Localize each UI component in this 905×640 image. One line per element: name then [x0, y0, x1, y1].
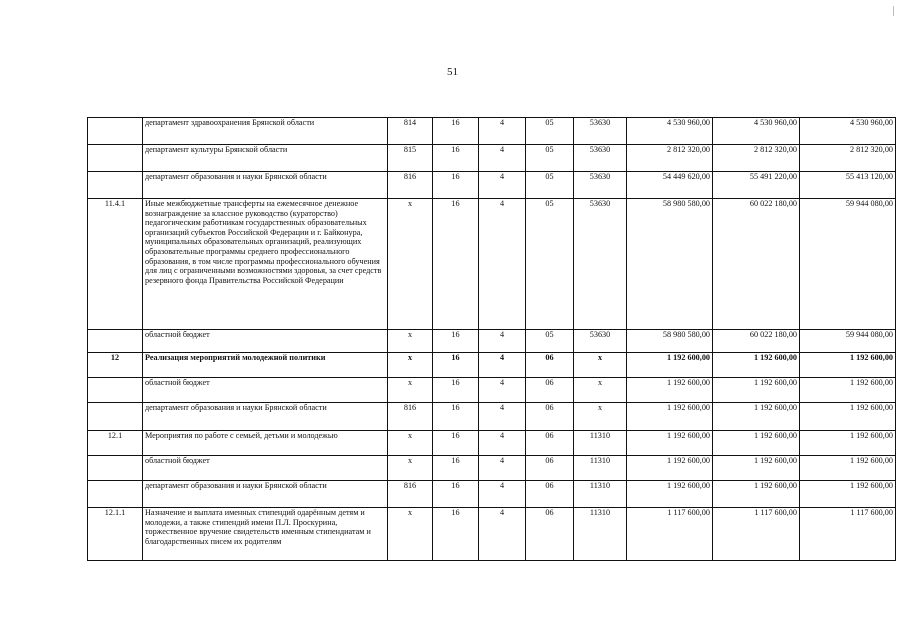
cell-razdel: 16	[433, 431, 479, 456]
cell-direction: 11310	[574, 456, 627, 481]
cell-sum-year-2: 1 117 600,00	[713, 508, 800, 561]
row-code: 12	[88, 353, 143, 378]
row-code: 12.1	[88, 431, 143, 456]
table-row	[88, 403, 896, 431]
cell-razdel: 16	[433, 330, 479, 353]
cell-cs: 06	[526, 431, 574, 456]
cell-cs: 05	[526, 330, 574, 353]
row-code	[88, 145, 143, 172]
cell-sum-year-3: 1 192 600,00	[800, 378, 896, 403]
cell-grbs: х	[388, 378, 433, 403]
cell-grbs: х	[388, 353, 433, 378]
cell-sum-year-3: 59 944 080,00	[800, 199, 896, 330]
cell-razdel: 16	[433, 508, 479, 561]
row-code	[88, 403, 143, 431]
cell-cs: 06	[526, 456, 574, 481]
table-row	[88, 199, 896, 330]
row-code	[88, 118, 143, 145]
row-code	[88, 481, 143, 508]
cell-sum-year-1: 1 192 600,00	[627, 378, 713, 403]
cell-podrazdel: 4	[479, 145, 526, 172]
cell-podrazdel: 4	[479, 481, 526, 508]
cell-razdel: 16	[433, 456, 479, 481]
table-row	[88, 508, 896, 561]
cell-sum-year-3: 1 117 600,00	[800, 508, 896, 561]
cell-direction: х	[574, 378, 627, 403]
cell-podrazdel: 4	[479, 378, 526, 403]
cell-podrazdel: 4	[479, 456, 526, 481]
cell-sum-year-2: 1 192 600,00	[713, 481, 800, 508]
table-row	[88, 481, 896, 508]
cell-grbs: 816	[388, 403, 433, 431]
row-name: областной бюджет	[143, 456, 388, 481]
row-name: департамент культуры Брянской области	[143, 145, 388, 172]
cell-sum-year-1: 2 812 320,00	[627, 145, 713, 172]
cell-podrazdel: 4	[479, 118, 526, 145]
cell-sum-year-1: 58 980 580,00	[627, 199, 713, 330]
cell-direction: 53630	[574, 199, 627, 330]
cell-razdel: 16	[433, 403, 479, 431]
cell-direction: 53630	[574, 172, 627, 199]
cell-sum-year-3: 1 192 600,00	[800, 481, 896, 508]
cell-sum-year-3: 4 530 960,00	[800, 118, 896, 145]
cell-grbs: 814	[388, 118, 433, 145]
cell-direction: 11310	[574, 431, 627, 456]
cell-cs: 05	[526, 199, 574, 330]
cell-grbs: 815	[388, 145, 433, 172]
cell-sum-year-1: 1 192 600,00	[627, 403, 713, 431]
cell-cs: 06	[526, 403, 574, 431]
table-row	[88, 118, 896, 145]
table-row	[88, 378, 896, 403]
row-name: Назначение и выплата именных стипендий одарённым детям и молодежи, а также стипендий имени П.Л. Проскурина, торжественное вручение свидетельств именным стипендиатам и благодарственных писем их родителям	[143, 508, 388, 561]
cell-podrazdel: 4	[479, 199, 526, 330]
cell-sum-year-1: 1 192 600,00	[627, 456, 713, 481]
table-row	[88, 172, 896, 199]
cell-sum-year-1: 1 192 600,00	[627, 353, 713, 378]
cell-cs: 05	[526, 118, 574, 145]
table-row	[88, 456, 896, 481]
cell-direction: 11310	[574, 508, 627, 561]
cell-sum-year-1: 1 192 600,00	[627, 431, 713, 456]
cell-razdel: 16	[433, 378, 479, 403]
cell-direction: 53630	[574, 118, 627, 145]
cell-grbs: х	[388, 431, 433, 456]
row-name: областной бюджет	[143, 378, 388, 403]
cell-podrazdel: 4	[479, 403, 526, 431]
cell-grbs: 816	[388, 172, 433, 199]
cell-cs: 05	[526, 145, 574, 172]
cell-sum-year-2: 1 192 600,00	[713, 353, 800, 378]
budget-table	[87, 117, 896, 561]
row-name: департамент здравоохранения Брянской области	[143, 118, 388, 145]
cell-grbs: х	[388, 330, 433, 353]
cell-sum-year-3: 59 944 080,00	[800, 330, 896, 353]
row-name: Иные межбюджетные трансферты на ежемесячное денежное вознаграждение за классное руководство (кураторство) педагогическим работникам государственных образовательных организаций субъектов Российской Федерации и г. Байконура, муниципальных образовательных организаций, реализующих образовательные программы среднего профессионального образования, в том числе программы профессионального обучения для лиц с ограниченными возможностями здоровья, за счет средств резервного фонда Правительства Российской Федерации	[143, 199, 388, 330]
cell-razdel: 16	[433, 481, 479, 508]
cell-sum-year-1: 1 117 600,00	[627, 508, 713, 561]
cell-sum-year-2: 1 192 600,00	[713, 378, 800, 403]
scan-mark	[893, 6, 894, 16]
cell-sum-year-2: 1 192 600,00	[713, 403, 800, 431]
cell-podrazdel: 4	[479, 330, 526, 353]
cell-sum-year-2: 1 192 600,00	[713, 431, 800, 456]
cell-cs: 06	[526, 481, 574, 508]
cell-sum-year-2: 4 530 960,00	[713, 118, 800, 145]
cell-grbs: х	[388, 508, 433, 561]
cell-sum-year-1: 54 449 620,00	[627, 172, 713, 199]
cell-sum-year-2: 60 022 180,00	[713, 330, 800, 353]
page-number: 51	[447, 66, 458, 78]
cell-sum-year-1: 1 192 600,00	[627, 481, 713, 508]
cell-cs: 05	[526, 172, 574, 199]
cell-sum-year-3: 1 192 600,00	[800, 403, 896, 431]
cell-sum-year-2: 55 491 220,00	[713, 172, 800, 199]
table-row	[88, 431, 896, 456]
cell-cs: 06	[526, 353, 574, 378]
row-code: 12.1.1	[88, 508, 143, 561]
cell-sum-year-1: 4 530 960,00	[627, 118, 713, 145]
cell-direction: 53630	[574, 330, 627, 353]
cell-podrazdel: 4	[479, 172, 526, 199]
row-name: департамент образования и науки Брянской области	[143, 481, 388, 508]
row-name: Мероприятия по работе с семьей, детьми и молодежью	[143, 431, 388, 456]
cell-direction: х	[574, 353, 627, 378]
cell-sum-year-3: 2 812 320,00	[800, 145, 896, 172]
cell-sum-year-2: 1 192 600,00	[713, 456, 800, 481]
row-name: департамент образования и науки Брянской области	[143, 172, 388, 199]
cell-podrazdel: 4	[479, 508, 526, 561]
row-name: Реализация мероприятий молодежной политики	[143, 353, 388, 378]
cell-podrazdel: 4	[479, 431, 526, 456]
cell-razdel: 16	[433, 145, 479, 172]
row-code	[88, 330, 143, 353]
cell-cs: 06	[526, 508, 574, 561]
cell-direction: 11310	[574, 481, 627, 508]
table-row	[88, 330, 896, 353]
row-code	[88, 456, 143, 481]
row-name: департамент образования и науки Брянской области	[143, 403, 388, 431]
row-code: 11.4.1	[88, 199, 143, 330]
cell-grbs: х	[388, 456, 433, 481]
table-row	[88, 353, 896, 378]
cell-sum-year-3: 55 413 120,00	[800, 172, 896, 199]
cell-podrazdel: 4	[479, 353, 526, 378]
cell-grbs: 816	[388, 481, 433, 508]
table-row	[88, 145, 896, 172]
cell-sum-year-2: 2 812 320,00	[713, 145, 800, 172]
cell-razdel: 16	[433, 118, 479, 145]
row-name: областной бюджет	[143, 330, 388, 353]
cell-sum-year-3: 1 192 600,00	[800, 431, 896, 456]
cell-razdel: 16	[433, 353, 479, 378]
cell-sum-year-1: 58 980 580,00	[627, 330, 713, 353]
cell-sum-year-2: 60 022 180,00	[713, 199, 800, 330]
cell-cs: 06	[526, 378, 574, 403]
row-code	[88, 172, 143, 199]
cell-razdel: 16	[433, 199, 479, 330]
cell-sum-year-3: 1 192 600,00	[800, 456, 896, 481]
row-code	[88, 378, 143, 403]
cell-grbs: х	[388, 199, 433, 330]
cell-direction: 53630	[574, 145, 627, 172]
cell-direction: х	[574, 403, 627, 431]
cell-sum-year-3: 1 192 600,00	[800, 353, 896, 378]
cell-razdel: 16	[433, 172, 479, 199]
